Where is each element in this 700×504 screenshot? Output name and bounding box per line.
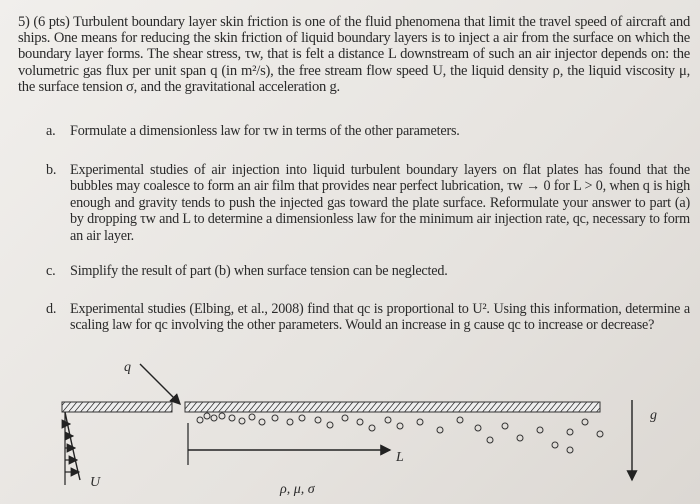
part-label: d. <box>46 301 57 317</box>
part-d <box>48 301 690 334</box>
injection-arrow <box>140 364 180 404</box>
label-fluid-properties: ρ, μ, σ <box>280 482 315 497</box>
label-L: L <box>396 450 404 465</box>
label-U: U <box>90 475 101 490</box>
part-text: Experimental studies of air injection into liquid turbulent boundary layers on flat plates has found that the bubbles may coalesce to form an air film that provides near perfect lubrication, τw → 0 for L > 0, when q is high enough and gravity tends to push the injected gas toward the plate surface. Reformulate your answer to part (a) by dropping τw and L to determine a dimensionless law for the minimum air injection rate, qc, necessary to form an air layer. <box>70 162 690 244</box>
part-c <box>48 263 690 279</box>
problem-statement: 5) (6 pts) Turbulent boundary layer skin friction is one of the fluid phenomena that limit the travel speed of aircraft and ships. One means for reducing the skin friction of liquid boundary layers is to inject a air from the surface on which the boundary layer forms. The shear stress, τw, that is felt a distance L downstream of such an air injector depends on: the volumetric gas flux per unit span q (in m²/s), the free stream flow speed U, the liquid density ρ, the liquid viscosity μ, the surface tension σ, and the gravitational acceleration g. <box>18 14 690 95</box>
part-label: b. <box>46 162 57 178</box>
air-injection-diagram <box>0 350 700 504</box>
label-q: q <box>124 360 131 375</box>
part-text: Simplify the result of part (b) when surface tension can be neglected. <box>70 263 448 279</box>
plate-right <box>185 402 600 412</box>
part-b <box>48 162 690 244</box>
velocity-profile <box>65 412 80 480</box>
part-a <box>48 123 690 139</box>
label-g: g <box>650 408 657 423</box>
part-label: a. <box>46 123 56 139</box>
part-text: Formulate a dimensionless law for τw in terms of the other parameters. <box>70 123 460 139</box>
plate-left <box>62 402 172 412</box>
part-label: c. <box>46 263 56 279</box>
bubbles <box>197 413 603 453</box>
part-text: Experimental studies (Elbing, et al., 2008) find that qc is proportional to U². Using this information, determine a scaling law for qc involving the other parameters. Would an increase in g cause qc to increase or decrease? <box>70 301 690 334</box>
